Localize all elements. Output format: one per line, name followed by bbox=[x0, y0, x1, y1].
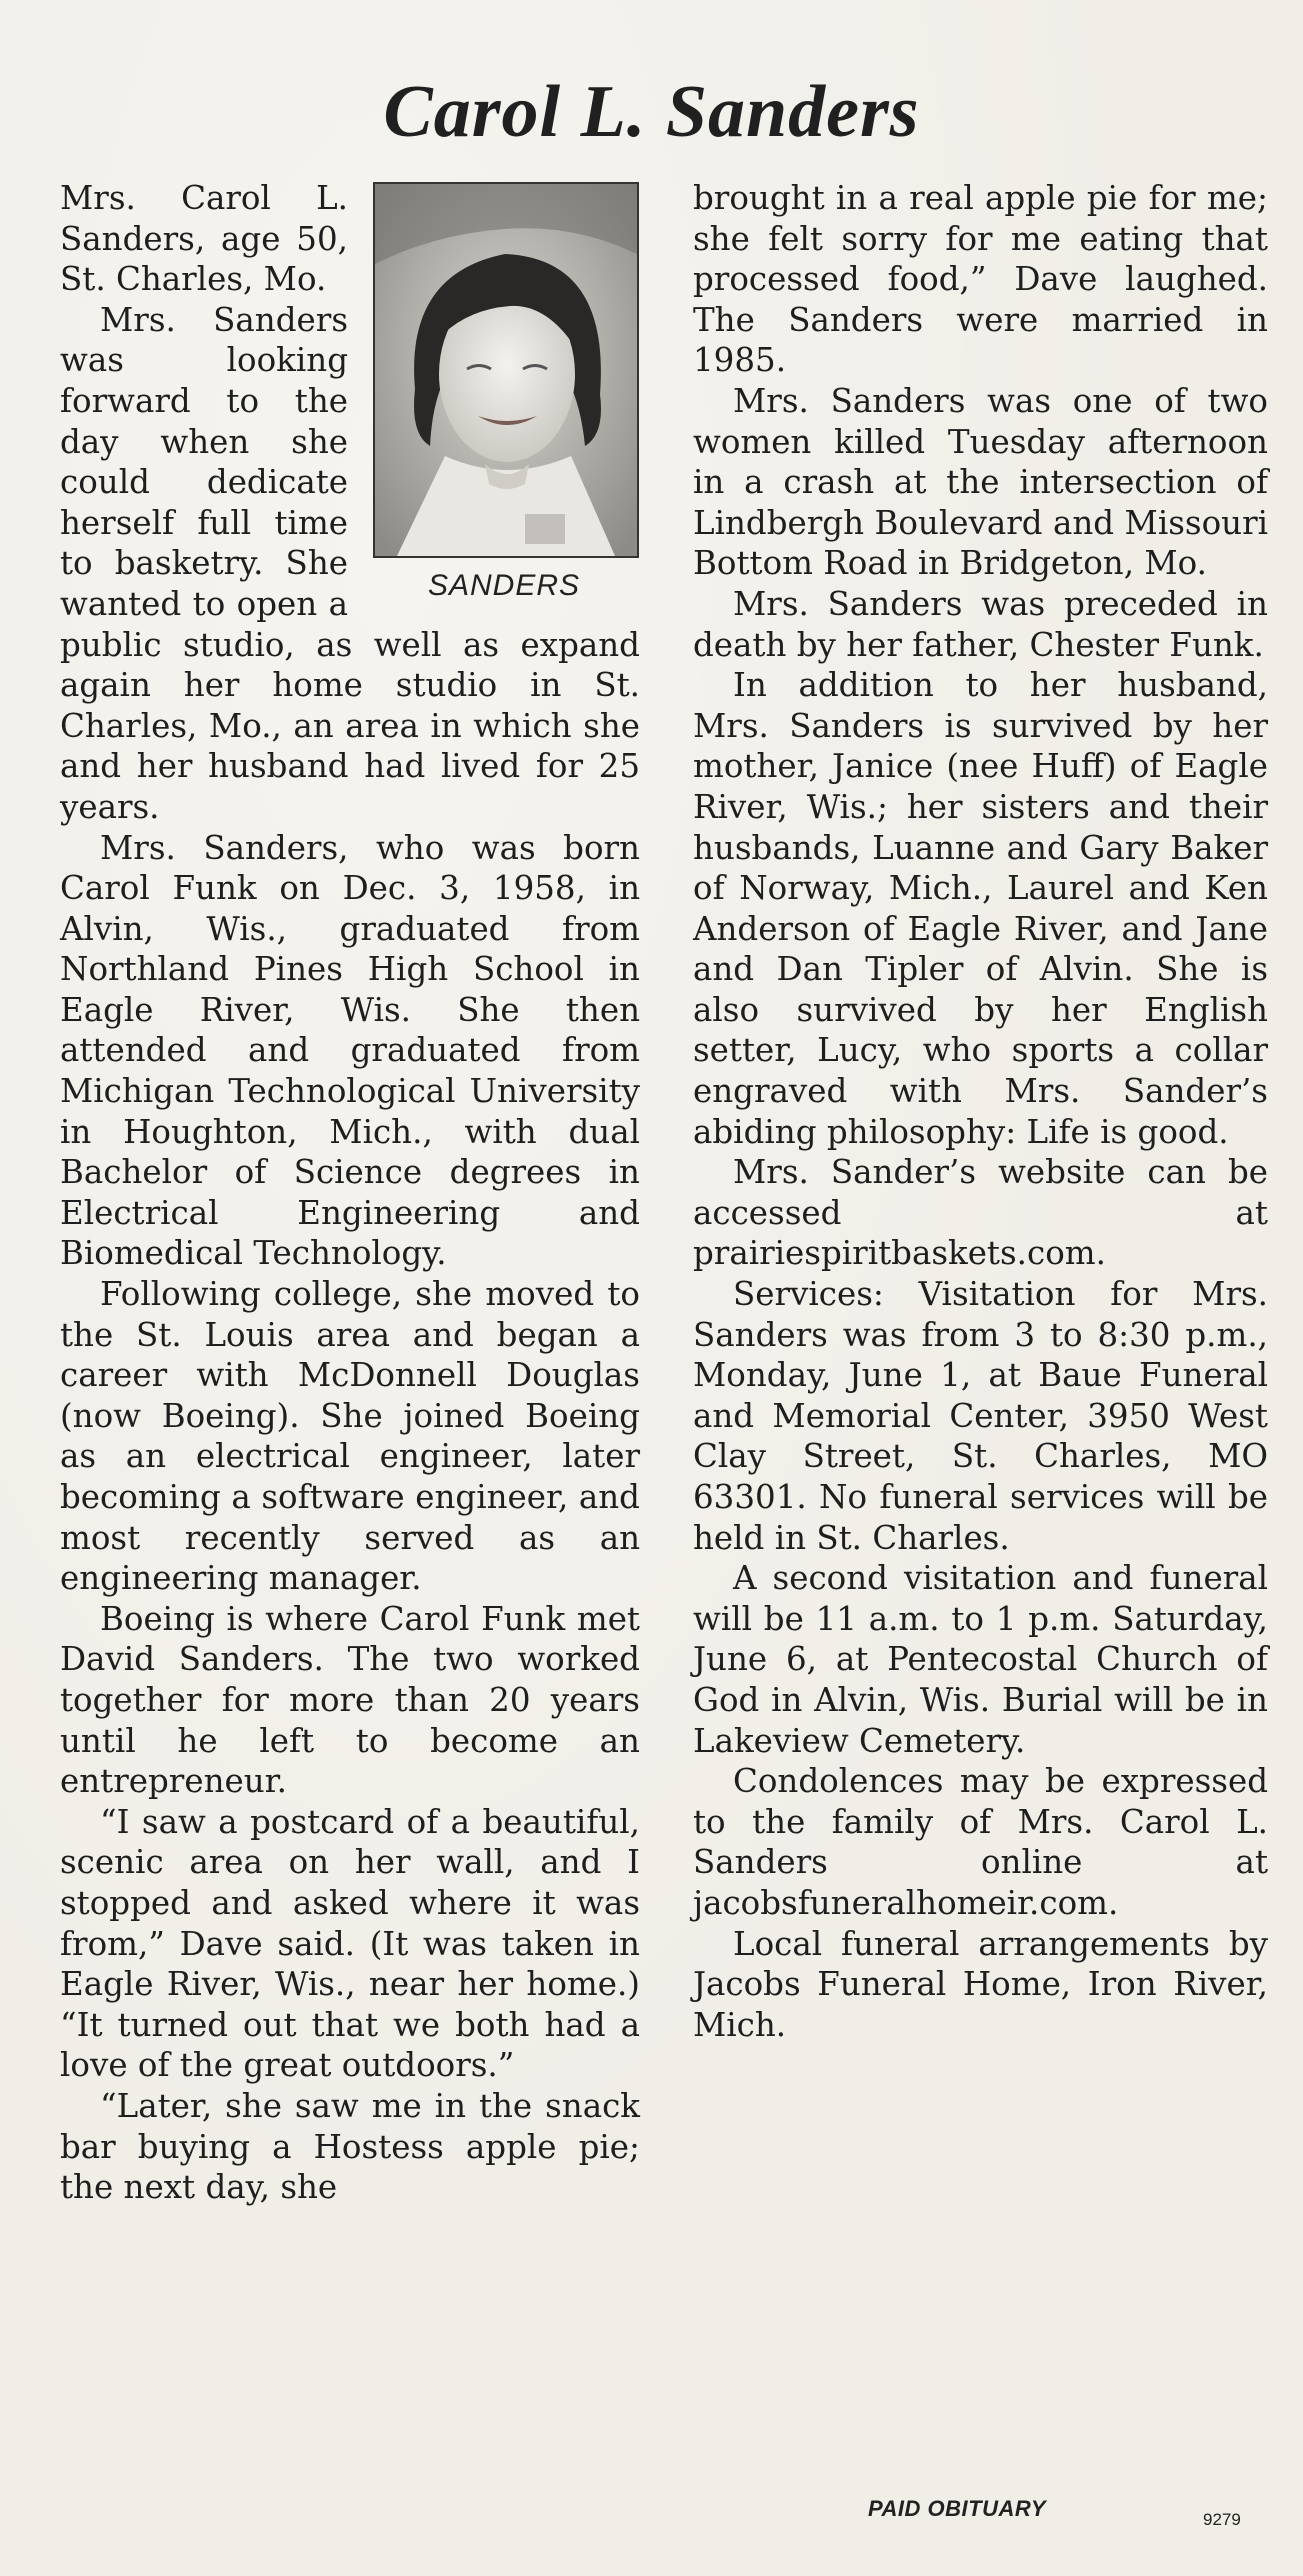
paragraph: Boeing is where Carol Funk met David Sanders. The two worked together for more than 20 years until he left to become an entrepreneur. bbox=[60, 1599, 640, 1801]
ad-code: 9279 bbox=[1203, 2510, 1241, 2529]
left-column bbox=[60, 178, 640, 2208]
photo-caption: SANDERS bbox=[427, 569, 581, 602]
right-column bbox=[693, 178, 1268, 2045]
portrait-photo bbox=[373, 182, 639, 558]
paragraph: Mrs. Carol L. Sanders, age 50, St. Charles, Mo. bbox=[60, 179, 348, 299]
paragraph: Mrs. Sanders was looking forward to the day when she could dedicate herself full time to basketry. She wanted to open a public studio, as well as expand again her home studio in St. Charles, Mo., an area in which she and her husband had lived for 25 years. bbox=[60, 300, 640, 826]
paragraph: Mrs. Sanders, who was born Carol Funk on Dec. 3, 1958, in Alvin, Wis., graduated from Northland Pines High School in Eagle River, Wis. She then attended and graduated from Michigan Technological University in Houghton, Mich., with dual Bachelor of Science degrees in Electrical Engineering and Biomedical Technology. bbox=[60, 828, 640, 1273]
paragraph: Mrs. Sanders was preceded in death by her father, Chester Funk. bbox=[693, 584, 1268, 664]
paragraph: In addition to her husband, Mrs. Sanders is survived by her mother, Janice (nee Huff) of Eagle River, Wis.; her sisters and their husbands, Luanne and Gary Baker of Norway, Mich., Laurel and Ken Anderson of Eagle River, and Jane and Dan Tipler of Alvin. She is also survived by her English setter, Lucy, who sports a collar engraved with Mrs. Sander’s abiding philosophy: Life is good. bbox=[693, 666, 1268, 1151]
portrait-image bbox=[375, 184, 637, 556]
photo-block bbox=[368, 182, 640, 606]
paid-obituary-label: PAID OBITUARY bbox=[868, 2496, 1047, 2521]
paragraph: Following college, she moved to the St. Louis area and began a career with McDonnell Douglas (now Boeing). She joined Boeing as an electrical engineer, later becoming a software engineer, and most recently served as an engineering manager. bbox=[60, 1275, 640, 1598]
paragraph: “Later, she saw me in the snack bar buying a Hostess apple pie; the next day, she bbox=[60, 2086, 640, 2207]
paragraph: brought in a real apple pie for me; she felt sorry for me eating that processed food,” Dave laughed. The Sanders were married in 1985. bbox=[693, 179, 1268, 380]
paragraph: Condolences may be expressed to the family of Mrs. Carol L. Sanders online at jacobsfuneralhomeir.com. bbox=[693, 1762, 1268, 1922]
obituary-title: Carol L. Sanders bbox=[383, 71, 920, 153]
paragraph: Services: Visitation for Mrs. Sanders was from 3 to 8:30 p.m., Monday, June 1, at Baue Funeral and Memorial Center, 3950 West Clay Street, St. Charles, MO 63301. No funeral services will be held in St. Charles. bbox=[693, 1275, 1268, 1557]
paragraph: “I saw a postcard of a beautiful, scenic area on her wall, and I stopped and asked where it was from,” Dave said. (It was taken in Eagle River, Wis., near her home.) “It turned out that we both had a love of the great outdoors.” bbox=[60, 1802, 640, 2085]
paragraph: A second visitation and funeral will be 11 a.m. to 1 p.m. Saturday, June 6, at Pentecostal Church of God in Alvin, Wis. Burial will be in Lakeview Cemetery. bbox=[693, 1559, 1268, 1760]
paragraph: Local funeral arrangements by Jacobs Funeral Home, Iron River, Mich. bbox=[693, 1924, 1268, 2044]
paragraph: Mrs. Sanders was one of two women killed Tuesday afternoon in a crash at the intersection of Lindbergh Boulevard and Missouri Bottom Road in Bridgeton, Mo. bbox=[693, 381, 1268, 583]
paragraph: Mrs. Sander’s website can be accessed at prairiespiritbaskets.com. bbox=[693, 1153, 1268, 1273]
